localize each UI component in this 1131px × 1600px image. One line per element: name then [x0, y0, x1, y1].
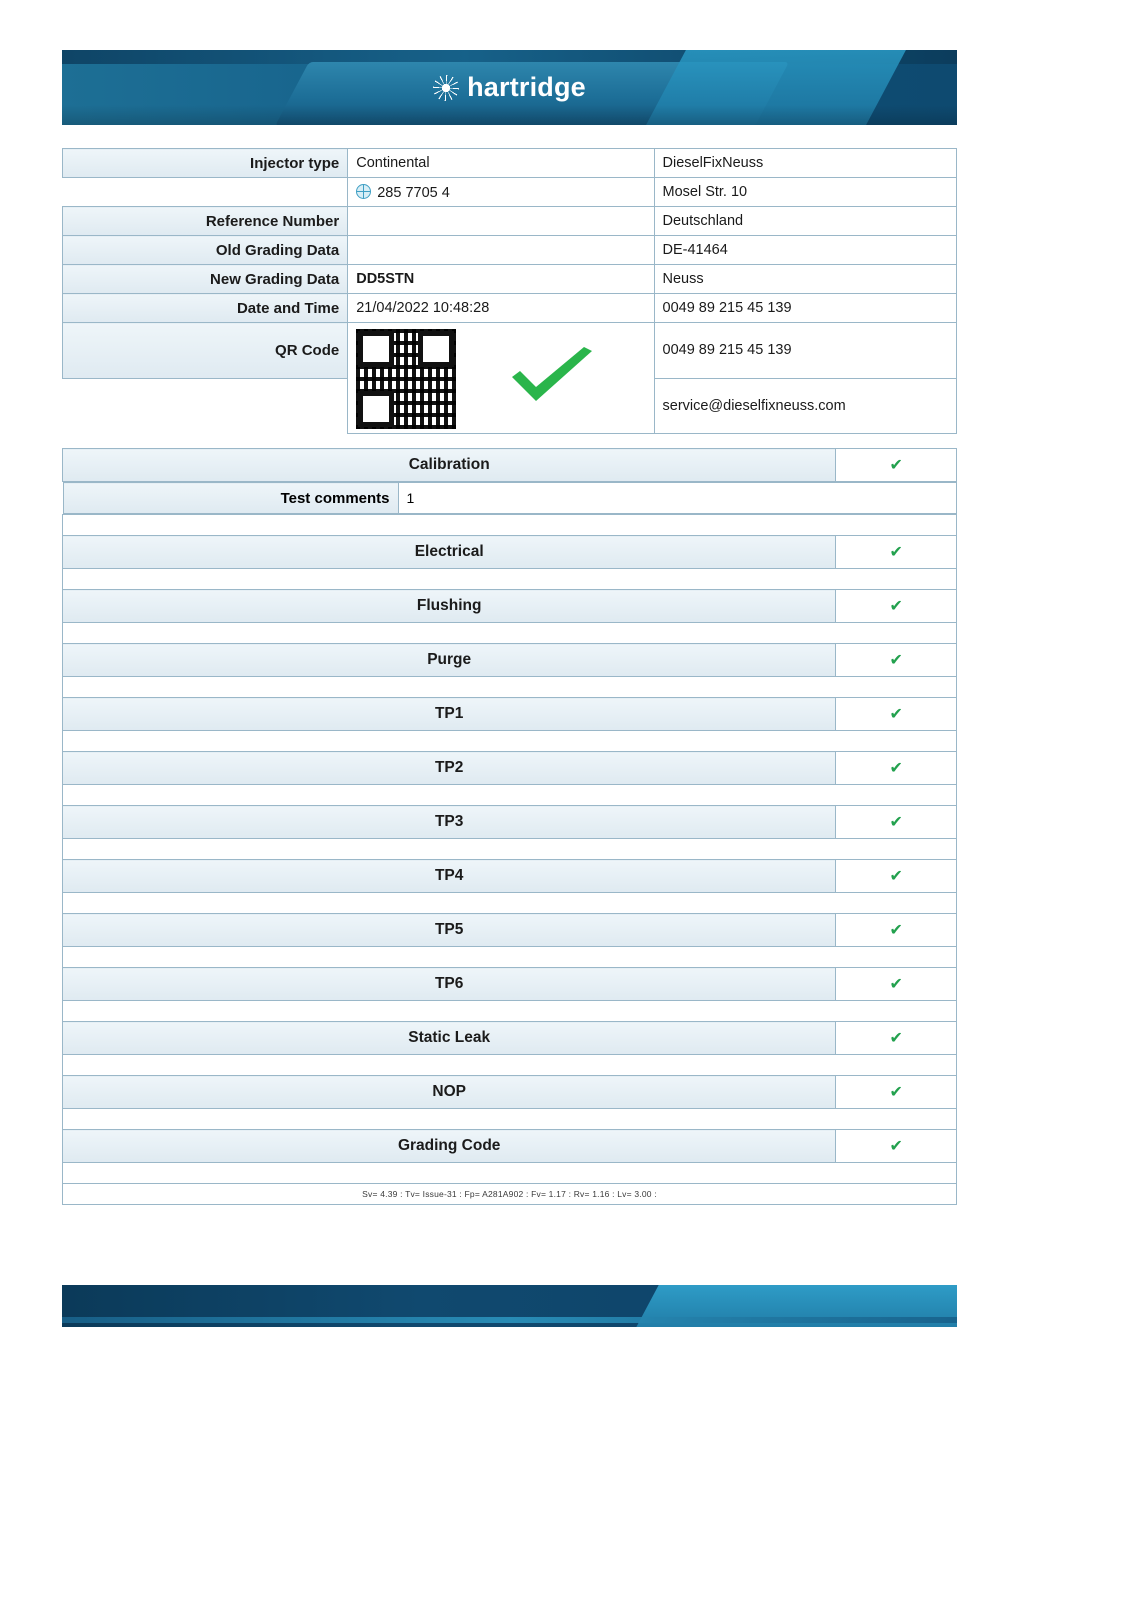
info-value-injector-type: Continental [348, 149, 654, 178]
info-label-old-grading-data: Old Grading Data [63, 236, 348, 265]
part-number-text: 285 7705 4 [377, 184, 450, 201]
result-status-tp4 [836, 860, 957, 893]
spacer-row [63, 677, 957, 698]
result-status-calibration [836, 449, 957, 482]
check-icon: ✔ [889, 1029, 903, 1047]
result-status-static-leak [836, 1022, 957, 1055]
check-icon: ✔ [889, 975, 903, 993]
customer-phone-1: 0049 89 215 45 139 [654, 294, 957, 323]
spacer-row [63, 839, 957, 860]
spacer-row [63, 515, 957, 536]
table-row [63, 294, 957, 323]
check-icon: ✔ [889, 456, 903, 474]
result-label-static-leak: Static Leak [63, 1022, 836, 1055]
check-icon: ✔ [889, 1137, 903, 1155]
customer-city: Neuss [654, 265, 957, 294]
result-row-tp1 [63, 698, 957, 731]
version-footnote: Sv= 4.39 : Tv= Issue-31 : Fp= A281A902 : Fv= 1.17 : Rv= 1.16 : Lv= 3.00 : [63, 1184, 957, 1205]
globe-icon [356, 184, 371, 199]
qr-code-image [356, 329, 456, 429]
result-label-tp2: TP2 [63, 752, 836, 785]
test-comments-value: 1 [398, 483, 956, 514]
info-label-blank-1 [63, 178, 348, 207]
result-status-grading-code [836, 1130, 957, 1163]
injector-info-table [62, 148, 957, 462]
result-label-tp3: TP3 [63, 806, 836, 839]
spacer-row [63, 1163, 957, 1184]
info-label-injector-type: Injector type [63, 149, 348, 178]
brand-logo [62, 50, 957, 125]
check-icon: ✔ [889, 651, 903, 669]
result-status-tp6 [836, 968, 957, 1001]
result-row-calibration [63, 449, 957, 482]
table-row [63, 207, 957, 236]
result-row-tp4 [63, 860, 957, 893]
spacer-row [63, 623, 957, 644]
result-label-nop: NOP [63, 1076, 836, 1109]
result-row-purge [63, 644, 957, 677]
result-status-tp3 [836, 806, 957, 839]
result-label-purge: Purge [63, 644, 836, 677]
spacer-row [63, 893, 957, 914]
table-row [63, 265, 957, 294]
result-status-flushing [836, 590, 957, 623]
test-results-table [62, 448, 957, 1205]
result-status-tp2 [836, 752, 957, 785]
spacer-row [63, 1109, 957, 1130]
result-label-grading-code: Grading Code [63, 1130, 836, 1163]
info-value-part-number [348, 178, 654, 207]
spacer-row [63, 785, 957, 806]
check-icon: ✔ [889, 921, 903, 939]
footer-banner [62, 1285, 957, 1327]
customer-phone-2: 0049 89 215 45 139 [654, 323, 957, 379]
qr-code-cell [348, 323, 654, 434]
result-label-tp6: TP6 [63, 968, 836, 1001]
result-row-tp2 [63, 752, 957, 785]
result-status-nop [836, 1076, 957, 1109]
test-comments-label: Test comments [63, 483, 398, 514]
info-label-new-grading-data: New Grading Data [63, 265, 348, 294]
check-icon: ✔ [889, 759, 903, 777]
footnote-row [63, 1184, 957, 1205]
result-row-grading-code [63, 1130, 957, 1163]
table-row [63, 149, 957, 178]
spacer-row [63, 947, 957, 968]
result-label-tp4: TP4 [63, 860, 836, 893]
result-label-flushing: Flushing [63, 590, 836, 623]
result-row-tp3 [63, 806, 957, 839]
result-status-tp1 [836, 698, 957, 731]
spacer-row [63, 1055, 957, 1076]
table-row [63, 178, 957, 207]
result-row-static-leak [63, 1022, 957, 1055]
check-icon: ✔ [889, 813, 903, 831]
result-status-purge [836, 644, 957, 677]
customer-street: Mosel Str. 10 [654, 178, 957, 207]
result-label-electrical: Electrical [63, 536, 836, 569]
result-label-tp5: TP5 [63, 914, 836, 947]
info-label-reference-number: Reference Number [63, 207, 348, 236]
info-label-qr-code: QR Code [63, 323, 348, 379]
customer-email: service@dieselfixneuss.com [654, 378, 957, 434]
result-status-electrical [836, 536, 957, 569]
qr-eye-icon [358, 391, 394, 427]
info-value-reference-number [348, 207, 654, 236]
result-row-tp5 [63, 914, 957, 947]
customer-name: DieselFixNeuss [654, 149, 957, 178]
info-label-blank-2 [63, 378, 348, 434]
hartridge-wheel-icon [433, 75, 459, 101]
table-row [63, 236, 957, 265]
customer-postcode: DE-41464 [654, 236, 957, 265]
spacer-row [63, 1001, 957, 1022]
result-label-tp1: TP1 [63, 698, 836, 731]
check-icon: ✔ [889, 543, 903, 561]
result-row-tp6 [63, 968, 957, 1001]
check-icon: ✔ [889, 867, 903, 885]
info-value-date-and-time: 21/04/2022 10:48:28 [348, 294, 654, 323]
check-icon: ✔ [889, 597, 903, 615]
green-check-icon [506, 347, 598, 411]
customer-country: Deutschland [654, 207, 957, 236]
result-row-nop [63, 1076, 957, 1109]
check-icon: ✔ [889, 1083, 903, 1101]
header-banner [62, 50, 957, 125]
brand-name: hartridge [467, 72, 586, 102]
footer-bottom-strip [62, 1317, 957, 1323]
result-row-electrical [63, 536, 957, 569]
info-value-old-grading-data [348, 236, 654, 265]
result-status-tp5 [836, 914, 957, 947]
info-label-date-and-time: Date and Time [63, 294, 348, 323]
result-row-flushing [63, 590, 957, 623]
spacer-row [63, 569, 957, 590]
result-label-calibration: Calibration [63, 449, 836, 482]
info-value-new-grading-data: DD5STN [348, 265, 654, 294]
test-comments-row [63, 482, 957, 515]
check-icon: ✔ [889, 705, 903, 723]
table-row [63, 323, 957, 379]
spacer-row [63, 731, 957, 752]
